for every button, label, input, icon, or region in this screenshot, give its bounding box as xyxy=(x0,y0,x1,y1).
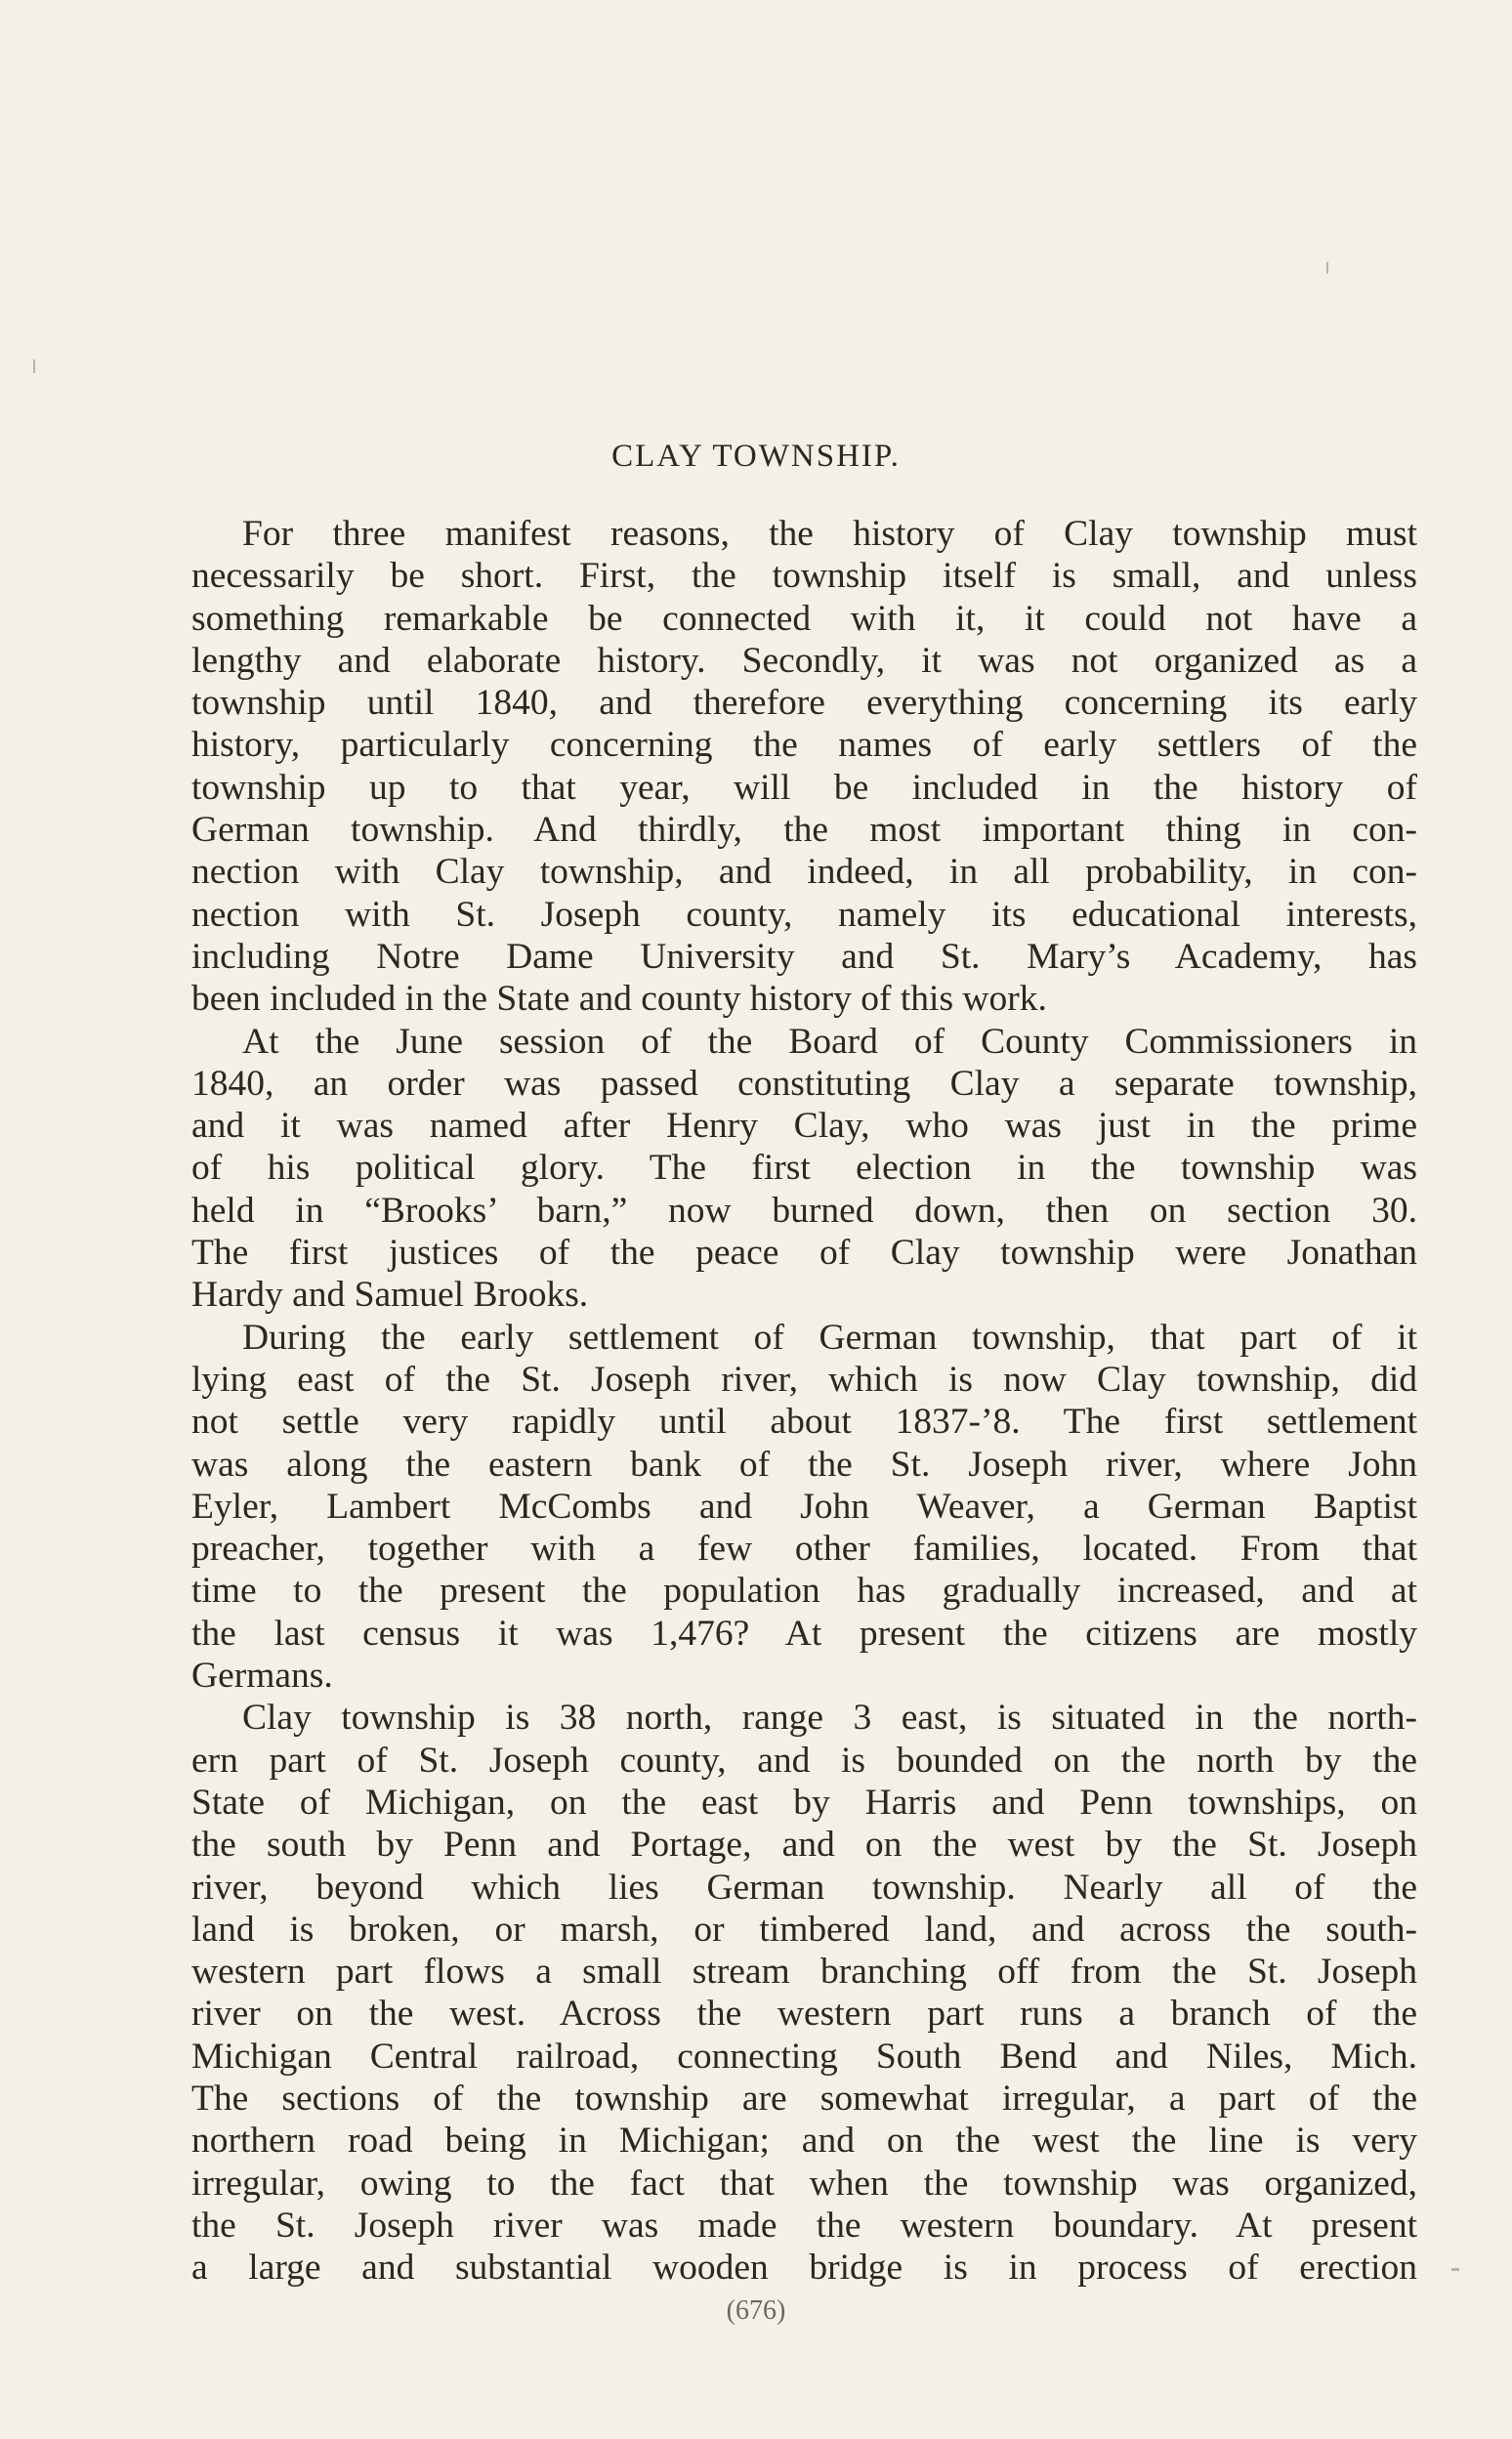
text-line: history, particularly concerning the names of early settlers of the xyxy=(191,725,1417,766)
text-line: of his political glory. The first election in the township was xyxy=(191,1148,1417,1189)
text-line: and it was named after Henry Clay, who was just in the prime xyxy=(191,1106,1417,1147)
text-line: held in “Brooks’ barn,” now burned down, then on section 30. xyxy=(191,1190,1417,1231)
text-line: something remarkable be connected with it, it could not have a xyxy=(191,598,1417,639)
text-line: nection with St. Joseph county, namely its educational interests, xyxy=(191,894,1417,935)
text-line: For three manifest reasons, the history of Clay township must xyxy=(242,514,1417,554)
text-line: Hardy and Samuel Brooks. xyxy=(191,1275,589,1316)
text-line: nection with Clay township, and indeed, in all probability, in con- xyxy=(191,852,1417,893)
text-line: was along the eastern bank of the St. Joseph river, where John xyxy=(191,1444,1417,1485)
body-text xyxy=(191,513,1417,2289)
text-line: lengthy and elaborate history. Secondly, it was not organized as a xyxy=(191,640,1417,681)
text-line: not settle very rapidly until about 1837-’8. The first settlement xyxy=(191,1402,1417,1443)
text-line: The first justices of the peace of Clay township were Jonathan xyxy=(191,1233,1417,1274)
text-line: the last census it was 1,476? At present the citizens are mostly xyxy=(191,1613,1417,1654)
text-line: time to the present the population has gradually increased, and at xyxy=(191,1571,1417,1612)
text-line: 1840, an order was passed constituting Clay a separate township, xyxy=(191,1063,1417,1104)
text-line: State of Michigan, on the east by Harris and Penn townships, on xyxy=(191,1782,1417,1823)
text-line: During the early settlement of German township, that part of it xyxy=(242,1317,1417,1358)
text-line: township until 1840, and therefore everything concerning its early xyxy=(191,683,1417,724)
text-line: necessarily be short. First, the township itself is small, and unless xyxy=(191,556,1417,597)
text-line: German township. And thirdly, the most important thing in con- xyxy=(191,810,1417,851)
text-line: irregular, owing to the fact that when the township was organized, xyxy=(191,2163,1417,2204)
page-number: (676) xyxy=(726,2295,786,2326)
scan-speck xyxy=(33,359,35,373)
scan-speck xyxy=(1326,262,1328,273)
scan-speck xyxy=(1451,2268,1459,2271)
text-line: preacher, together with a few other families, located. From that xyxy=(191,1529,1417,1570)
text-line: land is broken, or marsh, or timbered land, and across the south- xyxy=(191,1909,1417,1950)
text-line: the south by Penn and Portage, and on the west by the St. Joseph xyxy=(191,1825,1417,1866)
text-line: ern part of St. Joseph county, and is bounded on the north by the xyxy=(191,1740,1417,1781)
text-line: lying east of the St. Joseph river, which is now Clay township, did xyxy=(191,1359,1417,1400)
text-line: Clay township is 38 north, range 3 east, is situated in the north- xyxy=(242,1698,1417,1739)
text-line: the St. Joseph river was made the western boundary. At present xyxy=(191,2205,1417,2246)
text-line: river, beyond which lies German township. Nearly all of the xyxy=(191,1867,1417,1908)
text-line: At the June session of the Board of County Commissioners in xyxy=(242,1021,1417,1062)
text-line: including Notre Dame University and St. Mary’s Academy, has xyxy=(191,936,1417,977)
text-line: Michigan Central railroad, connecting South Bend and Niles, Mich. xyxy=(191,2036,1417,2077)
text-line: a large and substantial wooden bridge is in process of erection xyxy=(191,2248,1417,2289)
text-line: Germans. xyxy=(191,1656,333,1697)
text-line: been included in the State and county history of this work. xyxy=(191,979,1047,1020)
text-line: northern road being in Michigan; and on the west the line is very xyxy=(191,2121,1417,2162)
chapter-title: CLAY TOWNSHIP. xyxy=(611,439,901,474)
text-line: Eyler, Lambert McCombs and John Weaver, a German Baptist xyxy=(191,1486,1417,1527)
text-line: western part flows a small stream branching off from the St. Joseph xyxy=(191,1952,1417,1993)
text-line: township up to that year, will be included in the history of xyxy=(191,767,1417,808)
text-line: river on the west. Across the western part runs a branch of the xyxy=(191,1994,1417,2035)
text-line: The sections of the township are somewhat irregular, a part of the xyxy=(191,2078,1417,2119)
